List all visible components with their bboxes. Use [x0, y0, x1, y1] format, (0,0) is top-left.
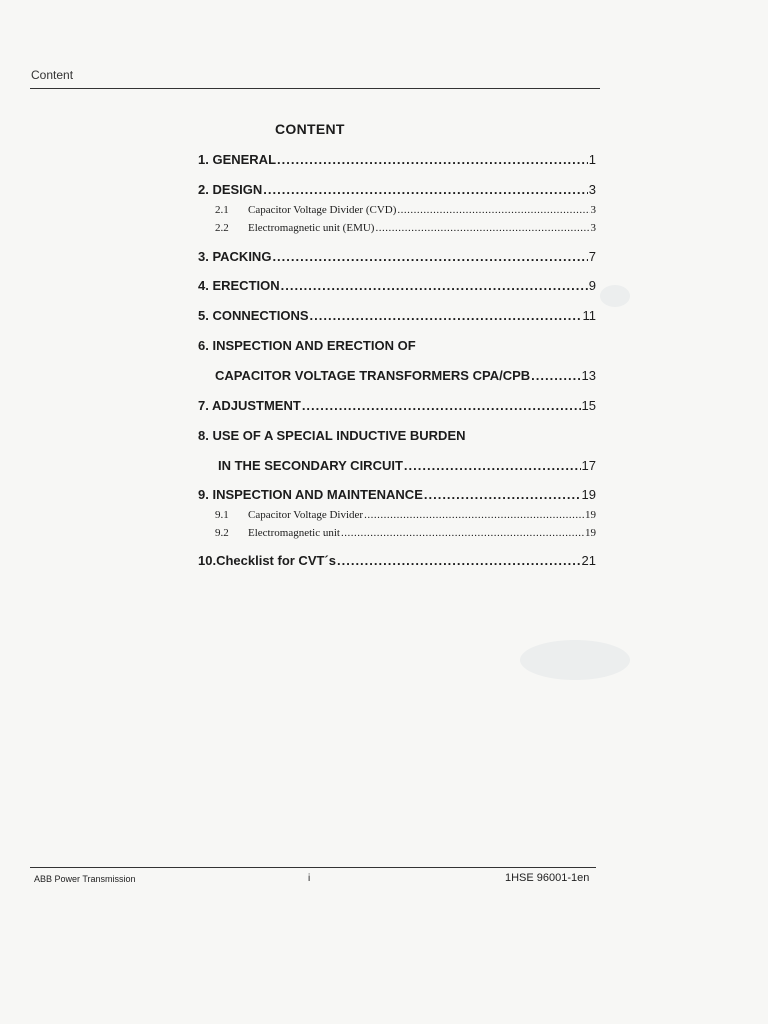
toc-entry-checklist[interactable] — [198, 553, 596, 568]
toc-entry-label: 7. ADJUSTMENT — [198, 398, 301, 413]
toc-entry-inductive-burden-cont[interactable] — [218, 458, 596, 473]
leader-dots — [364, 509, 584, 521]
toc-entry-connections[interactable] — [198, 308, 596, 323]
toc-entry-label: 9. INSPECTION AND MAINTENANCE — [198, 487, 423, 502]
toc-entry-label: 10.Checklist for CVT´s — [198, 553, 336, 568]
toc-entry-inductive-burden[interactable]: 8. USE OF A SPECIAL INDUCTIVE BURDEN — [198, 428, 466, 443]
toc-entry-label: Capacitor Voltage Divider (CVD) — [248, 204, 397, 216]
leader-dots — [277, 152, 588, 167]
leader-dots — [341, 527, 584, 539]
toc-entry-inspection-maintenance[interactable] — [198, 487, 596, 502]
toc-entry-page: 7 — [588, 249, 596, 264]
toc-entry-page: 21 — [581, 553, 596, 568]
toc-entry-page: 3 — [590, 222, 596, 234]
toc-entry-page: 3 — [590, 204, 596, 216]
toc-entry-page: 1 — [588, 152, 596, 167]
page-title: CONTENT — [275, 121, 345, 137]
footer-rule — [30, 867, 596, 868]
toc-entry-label: Capacitor Voltage Divider — [248, 509, 364, 521]
footer-document-id: 1HSE 96001-1en — [505, 872, 590, 884]
toc-entry-inspection-erection-cont[interactable] — [215, 368, 596, 383]
leader-dots — [281, 278, 588, 293]
leader-dots — [424, 487, 581, 502]
toc-entry-label: IN THE SECONDARY CIRCUIT — [218, 458, 403, 473]
toc-subentry-emu[interactable] — [215, 222, 596, 234]
toc-entry-label: 4. ERECTION — [198, 278, 280, 293]
toc-entry-general[interactable] — [198, 152, 596, 167]
leader-dots — [263, 182, 587, 197]
toc-subentry-emu-maintenance[interactable] — [215, 527, 596, 539]
toc-subentry-number: 2.2 — [215, 222, 229, 234]
toc-subentry-cvd-maintenance[interactable] — [215, 509, 596, 521]
leader-dots — [397, 204, 589, 216]
toc-entry-page: 13 — [581, 368, 596, 383]
toc-subentry-number: 9.1 — [215, 509, 229, 521]
leader-dots — [302, 398, 581, 413]
toc-entry-page: 19 — [581, 487, 596, 502]
toc-entry-design[interactable] — [198, 182, 596, 197]
toc-entry-label: Electromagnetic unit (EMU) — [248, 222, 375, 234]
toc-entry-page: 9 — [588, 278, 596, 293]
leader-dots — [272, 249, 587, 264]
leader-dots — [337, 553, 581, 568]
leader-dots — [375, 222, 589, 234]
toc-entry-page: 17 — [581, 458, 596, 473]
toc-entry-label: 2. DESIGN — [198, 182, 263, 197]
scan-smudge — [600, 285, 630, 307]
toc-entry-label: 5. CONNECTIONS — [198, 308, 309, 323]
toc-entry-inspection-erection[interactable]: 6. INSPECTION AND ERECTION OF — [198, 338, 416, 353]
toc-entry-page: 3 — [588, 182, 596, 197]
footer-page-number: i — [308, 873, 311, 884]
toc-entry-page: 11 — [582, 308, 596, 323]
toc-entry-page: 19 — [585, 527, 596, 539]
toc-subentry-number: 9.2 — [215, 527, 229, 539]
scan-smudge — [520, 640, 630, 680]
toc-entry-label: Electromagnetic unit — [248, 527, 340, 539]
toc-entry-erection[interactable] — [198, 278, 596, 293]
toc-entry-label: 1. GENERAL — [198, 152, 277, 167]
leader-dots — [310, 308, 582, 323]
toc-entry-page: 19 — [585, 509, 596, 521]
toc-entry-label: CAPACITOR VOLTAGE TRANSFORMERS CPA/CPB — [215, 368, 531, 383]
toc-entry-label: 3. PACKING — [198, 249, 272, 264]
leader-dots — [404, 458, 581, 473]
toc-entry-page: 15 — [581, 398, 596, 413]
toc-entry-packing[interactable] — [198, 249, 596, 264]
leader-dots — [531, 368, 580, 383]
header-rule — [30, 88, 600, 89]
toc-entry-adjustment[interactable] — [198, 398, 596, 413]
toc-subentry-cvd[interactable] — [215, 204, 596, 216]
running-header: Content — [31, 68, 74, 82]
footer-company: ABB Power Transmission — [34, 874, 136, 884]
toc-subentry-number: 2.1 — [215, 204, 229, 216]
